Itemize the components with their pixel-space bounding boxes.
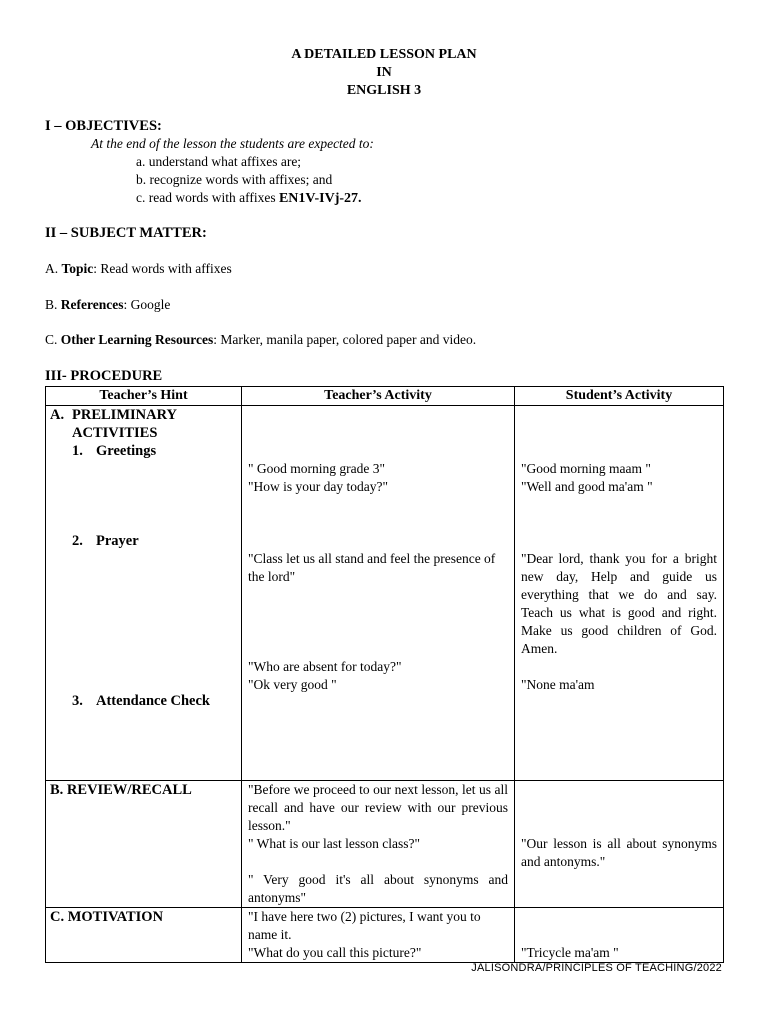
other-resources-line <box>45 331 476 349</box>
doc-title-line2: IN <box>376 65 392 80</box>
column-header: Teacher’s Activity <box>242 387 515 406</box>
competency-code: EN1V-IVj-27. <box>278 191 362 206</box>
hint-cell <box>46 406 242 781</box>
objective-item: b. recognize words with affixes; and <box>136 172 333 187</box>
preliminary-title-line2: ACTIVITIES <box>72 425 158 441</box>
objective-item <box>136 189 362 207</box>
teacher-greeting: " Good morning grade 3" <box>248 461 385 476</box>
section-letter: A. <box>50 407 65 423</box>
teacher-greeting-question: "How is your day today?" <box>248 479 388 494</box>
other-resources-prefix: C. <box>45 332 58 347</box>
item-number: 1. <box>72 443 83 459</box>
student-greeting: "Good morning maam " <box>521 461 651 476</box>
student-prayer: "Dear lord, thank you for a bright new day, Help and guide us everything that we do and say. Teach us what is good and right. Make us good children of God. Amen. <box>521 551 717 656</box>
student-activity-cell <box>515 406 724 781</box>
procedure-table <box>45 386 724 963</box>
teacher-prayer-instruction: "Class let us all stand and feel the presence of the lord" <box>248 551 496 584</box>
topic-value: : Read words with affixes <box>93 261 232 276</box>
motivation-label: C. MOTIVATION <box>50 909 164 925</box>
student-activity-cell <box>515 908 724 963</box>
objectives-heading: I – OBJECTIVES: <box>45 118 162 134</box>
topic-label: Topic <box>61 261 94 276</box>
greetings-item <box>50 442 235 460</box>
attendance-item <box>50 692 235 710</box>
references-line <box>45 296 170 314</box>
student-activity-cell <box>515 781 724 908</box>
other-resources-label: Other Learning Resources <box>60 332 214 347</box>
doc-title-line1: A DETAILED LESSON PLAN <box>291 47 477 62</box>
student-motivation-answer: "Tricycle ma'am " <box>521 945 619 960</box>
references-label: References <box>60 297 124 312</box>
teacher-review-intro: "Before we proceed to our next lesson, let us all recall and have our review with our previous lesson." <box>248 782 508 833</box>
column-header: Student’s Activity <box>515 387 724 406</box>
preliminary-title <box>50 406 235 442</box>
objectives-intro: At the end of the lesson the students are expected to: <box>91 136 374 151</box>
preliminary-title-text <box>72 406 177 442</box>
student-attendance-answer: "None ma'am <box>521 677 595 692</box>
page-footer: JALISONDRA/PRINCIPLES OF TEACHING/2022 <box>471 962 722 974</box>
review-label: B. REVIEW/RECALL <box>50 782 192 798</box>
other-resources-value: : Marker, manila paper, colored paper and video. <box>213 332 477 347</box>
table-row <box>46 908 724 963</box>
objective-item: a. understand what affixes are; <box>136 154 302 169</box>
prayer-item <box>50 532 235 550</box>
doc-title-line3: ENGLISH 3 <box>346 83 422 98</box>
table-row <box>46 781 724 908</box>
student-review-answer: "Our lesson is all about synonyms and antonyms." <box>521 836 717 869</box>
item-number: 2. <box>72 533 83 549</box>
prayer-label: Prayer <box>96 533 139 549</box>
topic-line <box>45 260 232 278</box>
teacher-activity-cell <box>242 908 515 963</box>
objective-item-text: c. read words with affixes <box>136 190 276 205</box>
hint-cell <box>46 908 242 963</box>
hint-cell <box>46 781 242 908</box>
column-header: Teacher’s Hint <box>46 387 242 406</box>
references-value: : Google <box>123 297 171 312</box>
subject-matter-heading: II – SUBJECT MATTER: <box>45 225 207 241</box>
student-greeting-answer: "Well and good ma'am " <box>521 479 653 494</box>
table-row <box>46 406 724 781</box>
objectives-list <box>136 153 362 207</box>
item-number: 3. <box>72 693 83 709</box>
teacher-motivation-intro: "I have here two (2) pictures, I want you to name it. <box>248 909 481 942</box>
preliminary-title-line1: PRELIMINARY <box>72 407 178 423</box>
teacher-attendance-response: "Ok very good " <box>248 677 337 692</box>
teacher-attendance-question: "Who are absent for today?" <box>248 659 402 674</box>
teacher-activity-cell <box>242 781 515 908</box>
topic-prefix: A. <box>45 261 59 276</box>
greetings-label: Greetings <box>96 443 157 459</box>
teacher-review-question: " What is our last lesson class?" <box>248 836 420 851</box>
teacher-activity-cell <box>242 406 515 781</box>
attendance-label: Attendance Check <box>96 693 210 709</box>
teacher-motivation-question: "What do you call this picture?" <box>248 945 422 960</box>
table-header-row <box>46 387 724 406</box>
references-prefix: B. <box>45 297 58 312</box>
procedure-heading: III- PROCEDURE <box>45 368 163 384</box>
teacher-review-feedback: " Very good it's all about synonyms and antonyms" <box>248 872 508 905</box>
